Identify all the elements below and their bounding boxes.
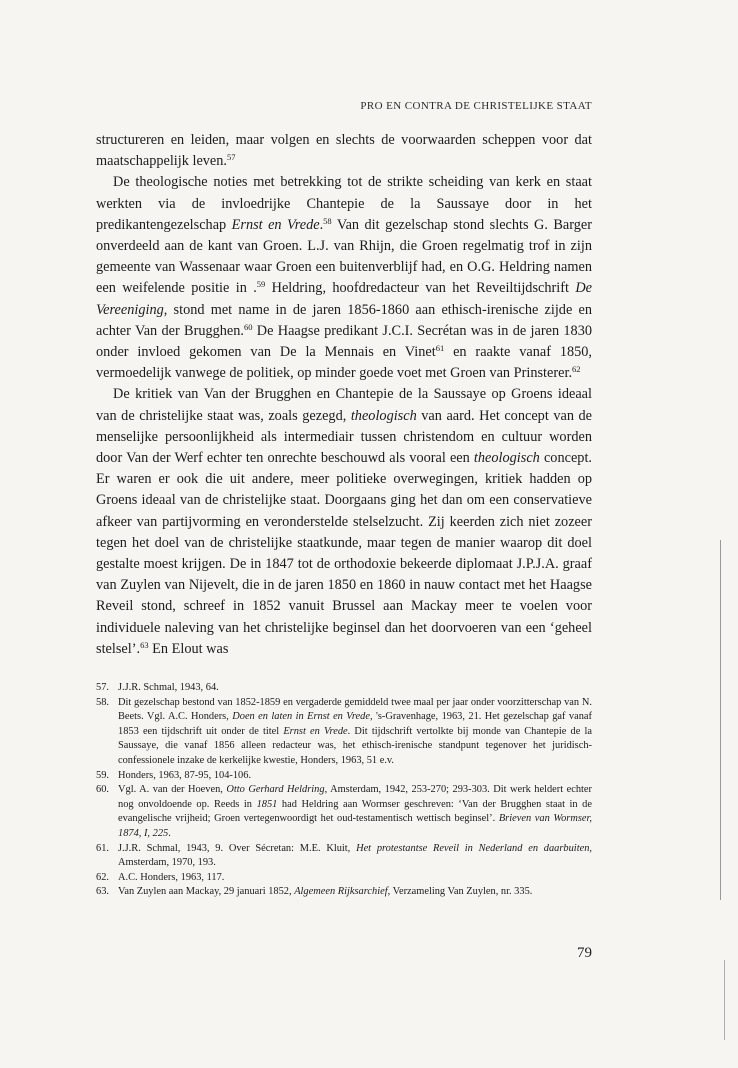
body-paragraph: De theologische noties met betrekking tot de strikte scheiding van kerk en staat werkten via de invloedrijke Chantepie de la Saussaye door in het predikantengezelschap Ernst en Vrede.$^{58}$ Van dit gezelschap stond slechts G. Barger onverdeeld aan de kant van Groen. L.J. van Rhijn, die Groen regelmatig trof in zijn gemeente van Wassenaar waar Groen een buitenverblijf had, en O.G. Heldring namen een weifelende positie in .$^{59}$ Heldring, hoofdredacteur van het Reveiltijdschrift De Vereeniging, stond met name in de jaren 1856-1860 aan ethisch-irenische zijde en achter Van der Brugghen.$^{60}$ De Haagse predikant J.C.I. Secrétan was in de jaren 1830 onder invloed gekomen van De la Mennais en Vinet$^{61}$ en raakte vanaf 1850, vermoedelijk vanwege de politiek, op minder goede voet met Groen van Prinsterer.$^{62}$ xyxy=(96,174,592,382)
footnote-number: 62. xyxy=(96,871,109,883)
footnote-text: J.J.R. Schmal, 1943, 64. xyxy=(118,682,219,693)
footnote-text: Vgl. A. van der Hoeven, Otto Gerhard Heldring, Amsterdam, 1942, 253-270; 293-303. Dit werk heldert echter nog onvoldoende op. Reeds in 1851 had Heldring aan Wormser geschreven: ‘Van der Brugghen staat in de evangelische vrijheid; Groen vertegenwoordigt het oud-testamentisch wettisch beginsel’. Brieven van Wormser, 1874, I, 225. xyxy=(118,784,592,839)
footnote-text: Honders, 1963, 87-95, 104-106. xyxy=(118,769,252,781)
footnote-number: 58. xyxy=(96,696,109,708)
footnote xyxy=(96,842,592,871)
footnote-number: 60. xyxy=(96,784,109,796)
footnote xyxy=(96,769,592,784)
footnote-text: Van Zuylen aan Mackay, 29 januari 1852, Algemeen Rijksarchief, Verzameling Van Zuylen, nr. 335. xyxy=(118,886,533,898)
footnote xyxy=(96,871,592,886)
footnote-number: 59. xyxy=(96,769,109,781)
footnote-number: 57. xyxy=(96,682,109,693)
footnote-text: A.C. Honders, 1963, 117. xyxy=(118,871,225,883)
body-paragraph: structureren en leiden, maar volgen en slechts de voorwaarden scheppen voor dat maatschappelijk leven.$^{57}$ xyxy=(96,132,592,170)
page-edge-line xyxy=(720,540,721,900)
footnote xyxy=(96,681,592,696)
running-head: PRO EN CONTRA DE CHRISTELIJKE STAAT xyxy=(360,100,592,112)
page-number: 79 xyxy=(577,945,592,961)
body-paragraph: De kritiek van Van der Brugghen en Chantepie de la Saussaye op Groens ideaal van de christelijke staat was, zoals gezegd, theologisch van aard. Het concept van de menselijke persoonlijkheid als intermediair tussen christendom en cultuur worden door Van der Werf echter ten onrechte beschouwd als vooral een theologisch concept. Er waren er ook die uit andere, meer politieke overwegingen, kritiek hadden op Groens ideaal van de christelijke staat. Doorgaans ging het dan om een conservatieve afkeer van partijvorming en veronderstelde stelselzucht. Zij keerden zich niet zozeer tegen het doel van de christelijke staatkunde, maar tegen de manier waarop dit doel gestalte moest krijgen. De in 1847 tot de orthodoxie bekeerde diplomaat J.P.J.A. graaf van Zuylen van Nijevelt, die in de jaren 1850 en 1860 in nauw contact met het Haagse Reveil stond, schreef in 1852 vanuit Brussel aan Mackay meer te voelen voor individuele naleving van het christelijke beginsel dan het doorvoeren van een ‘geheel stelsel’.$^{63}$ En Elout was xyxy=(96,386,592,657)
footnote-text: J.J.R. Schmal, 1943, 9. Over Sécretan: M.E. Kluit, Het protestantse Reveil in Nederland en daarbuiten, Amsterdam, 1970, 193. xyxy=(118,842,593,869)
footnotes xyxy=(96,681,592,900)
footnote xyxy=(96,696,592,769)
footnote-number: 61. xyxy=(96,842,109,854)
footnote-text: Dit gezelschap bestond van 1852-1859 en vergaderde gemiddeld twee maal per jaar onder voorzitterschap van N. Beets. Vgl. A.C. Honders, Doen en laten in Ernst en Vrede, 's-Gravenhage, 1963, 21. Het gezelschap gaf vanaf 1853 een tijdschrift uit onder de titel Ernst en Vrede. Dit tijdschrift vertolkte bij monde van Chantepie de la Saussaye, die vanaf 1856 alleen redacteur was, het ethisch-irenische standpunt tegenover het juridisch-confessionele inzake de kerkelijke kwestie, Honders, 1963, 51 e.v. xyxy=(118,696,592,766)
body-text xyxy=(96,130,592,660)
footnote-number: 63. xyxy=(96,886,109,898)
footnote xyxy=(96,783,592,841)
page-edge-line-lower xyxy=(724,960,725,1040)
footnote xyxy=(96,885,592,900)
